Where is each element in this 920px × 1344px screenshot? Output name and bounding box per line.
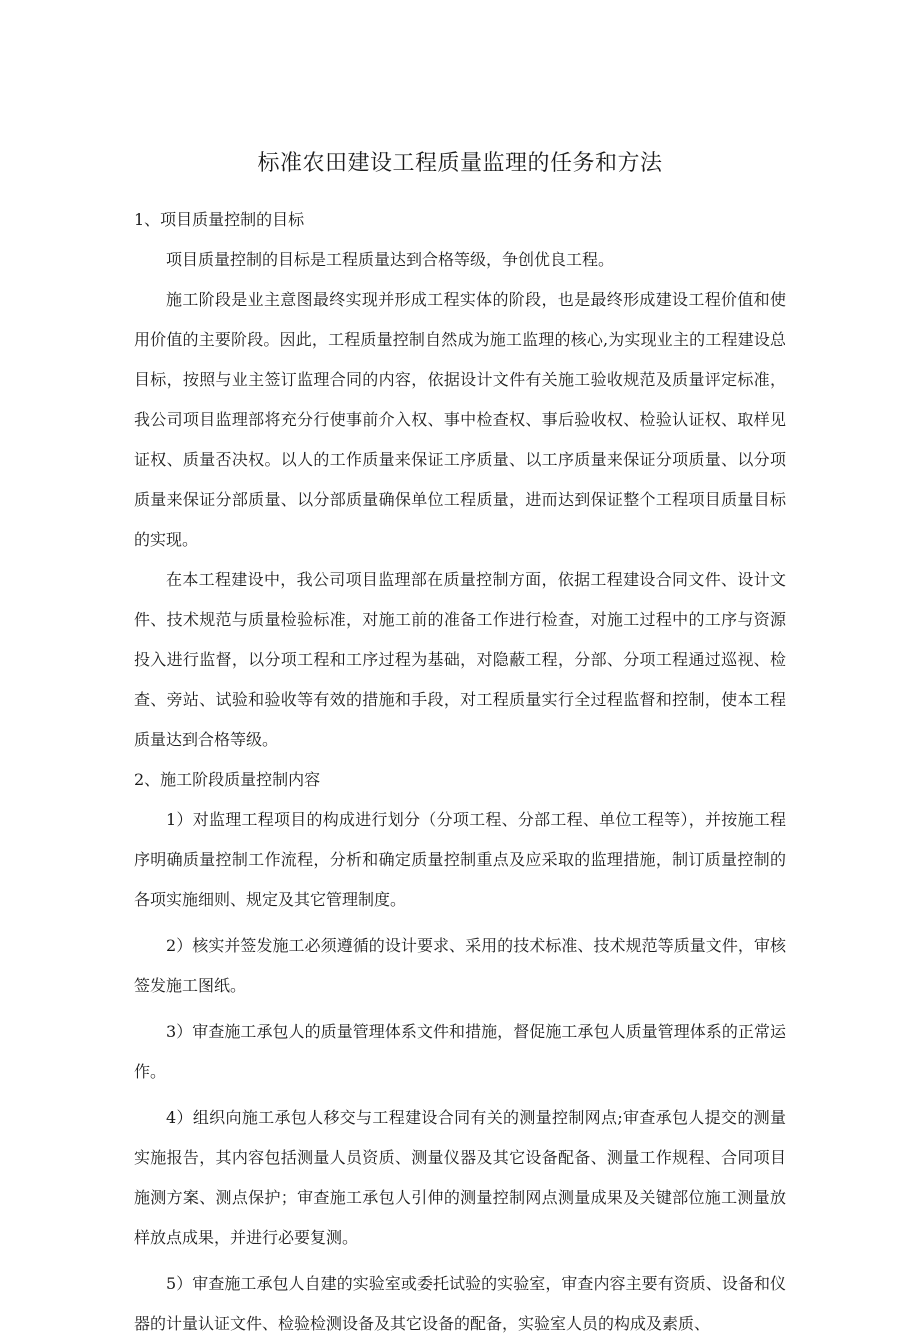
- section-1-paragraph: 在本工程建设中，我公司项目监理部在质量控制方面，依据工程建设合同文件、设计文件、技术规范与质量检验标准，对施工前的准备工作进行检查，对施工过程中的工序与资源投入进行监督，以分项工程和工序过程为基础，对隐蔽工程，分部、分项工程通过巡视、检查、旁站、试验和验收等有效的措施和手段，对工程质量实行全过程监督和控制，使本工程质量达到合格等级。: [134, 570, 786, 749]
- document-body: [134, 200, 786, 1344]
- section-1-heading: 1、项目质量控制的目标: [134, 210, 305, 229]
- section-2-item: 2）核实并签发施工必须遵循的设计要求、采用的技术标准、技术规范等质量文件，审核签发施工图纸。: [134, 936, 786, 995]
- section-1-paragraph: 项目质量控制的目标是工程质量达到合格等级，争创优良工程。: [166, 250, 615, 269]
- section-2-heading: 2、施工阶段质量控制内容: [134, 770, 321, 789]
- section-2-item: 1）对监理工程项目的构成进行划分（分项工程、分部工程、单位工程等），并按施工程序明确质量控制工作流程，分析和确定质量控制重点及应采取的监理措施，制订质量控制的各项实施细则、规定及其它管理制度。: [134, 810, 786, 909]
- section-2-item: 4）组织向施工承包人移交与工程建设合同有关的测量控制网点;审查承包人提交的测量实施报告，其内容包括测量人员资质、测量仪器及其它设备配备、测量工作规程、合同项目施测方案、测点保护；审查施工承包人引伸的测量控制网点测量成果及关键部位施工测量放样放点成果，并进行必要复测。: [134, 1108, 786, 1247]
- section-2-item: 3）审查施工承包人的质量管理体系文件和措施，督促施工承包人质量管理体系的正常运作。: [134, 1022, 786, 1081]
- document-title: 标准农田建设工程质量监理的任务和方法: [257, 151, 663, 176]
- section-2-item: 5）审查施工承包人自建的实验室或委托试验的实验室，审查内容主要有资质、设备和仪器的计量认证文件、检验检测设备及其它设备的配备，实验室人员的构成及素质、: [134, 1274, 786, 1333]
- section-1-paragraph: 施工阶段是业主意图最终实现并形成工程实体的阶段，也是最终形成建设工程价值和使用价值的主要阶段。因此，工程质量控制自然成为施工监理的核心,为实现业主的工程建设总目标，按照与业主签订监理合同的内容，依据设计文件有关施工验收规范及质量评定标准，我公司项目监理部将充分行使事前介入权、事中检查权、事后验收权、检验认证权、取样见证权、质量否决权。以人的工作质量来保证工序质量、以工序质量来保证分项质量、以分项质量来保证分部质量、以分部质量确保单位工程质量，进而达到保证整个工程项目质量目标的实现。: [134, 290, 786, 549]
